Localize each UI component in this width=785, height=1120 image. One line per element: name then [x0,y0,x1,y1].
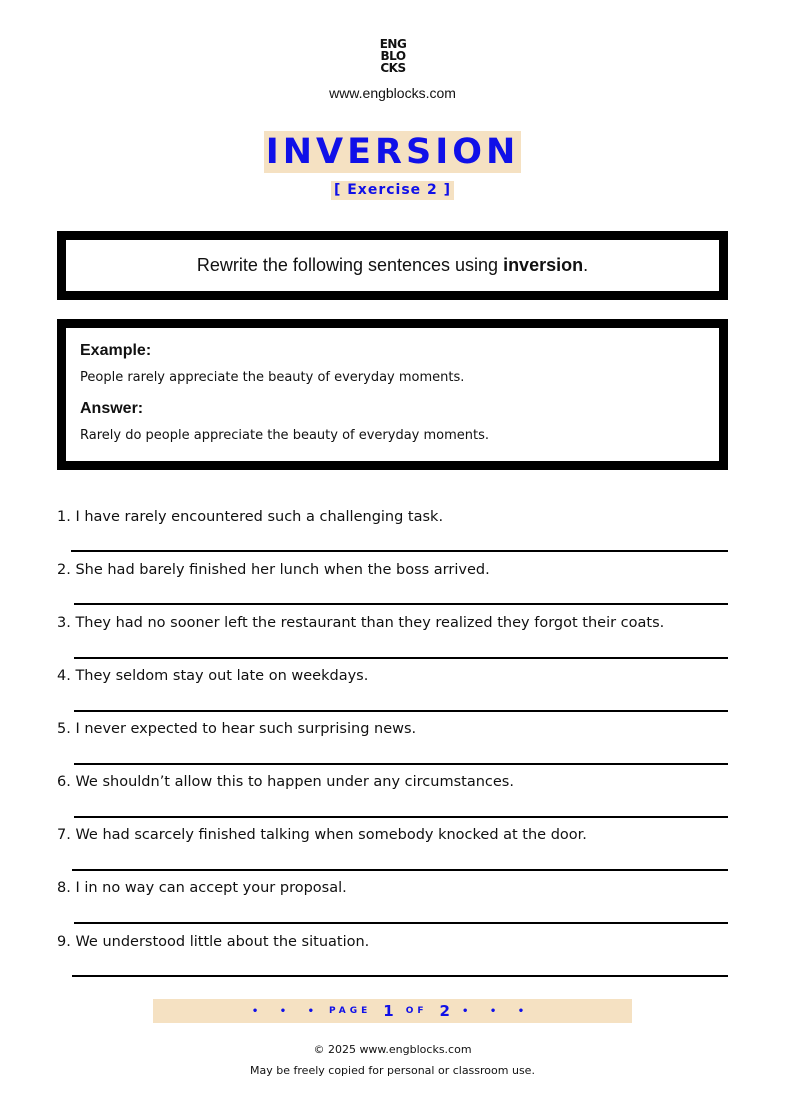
current-page: 1 [383,1002,394,1020]
example-box [57,319,728,470]
answer-sentence: Rarely do people appreciate the beauty of everyday moments. [80,428,490,443]
answer-line[interactable] [72,975,728,977]
question-text: 6. We shouldn’t allow this to happen under any circumstances. [57,774,514,790]
page-word: PAGE [329,1006,372,1016]
answer-label: Answer: [80,400,144,417]
answer-line[interactable] [74,710,728,712]
answer-line[interactable] [74,603,728,605]
pagination-dots: • • • [461,1005,534,1017]
question-text: 7. We had scarcely finished talking when somebody knocked at the door. [57,827,587,843]
logo-line: CKS [380,61,406,75]
instruction-box [57,231,728,300]
pagination-dots: • • • [251,1005,324,1017]
of-word: OF [405,1006,428,1016]
copyright: © 2025 www.engblocks.com [313,1043,472,1056]
question-text: 3. They had no sooner left the restaurant than they realized they forgot their coats. [57,615,665,631]
logo-line: BLO [380,49,406,63]
logo-line: ENG [379,37,407,51]
answer-line[interactable] [74,763,728,765]
question-item [57,934,728,950]
page-indicator [153,999,632,1023]
total-pages: 2 [439,1002,450,1020]
question-item [57,774,728,790]
worksheet-title: INVERSION [265,132,520,172]
engblocks-logo [377,38,409,74]
question-text: 4. They seldom stay out late on weekdays. [57,668,369,684]
answer-line[interactable] [72,869,728,871]
question-item [57,509,728,525]
question-item [57,562,728,578]
answer-line[interactable] [74,922,728,924]
instruction-keyword: inversion [503,255,584,275]
question-item [57,880,728,896]
question-item [57,721,728,737]
question-text: 5. I never expected to hear such surprising news. [57,721,417,737]
question-text: 1. I have rarely encountered such a challenging task. [57,509,444,525]
exercise-subtitle: [ Exercise 2 ] [331,181,454,200]
question-item [57,615,728,631]
example-sentence: People rarely appreciate the beauty of everyday moments. [80,370,465,385]
answer-line[interactable] [74,816,728,818]
question-item [57,668,728,684]
question-item [57,827,728,843]
answer-line[interactable] [71,550,728,552]
question-text: 8. I in no way can accept your proposal. [57,880,347,896]
answer-line[interactable] [74,657,728,659]
example-label: Example: [80,342,152,359]
instruction-text: Rewrite the following sentences using inversion. [196,255,589,275]
license-note: May be freely copied for personal or classroom use. [250,1064,535,1077]
question-text: 2. She had barely finished her lunch when the boss arrived. [57,562,490,578]
site-url: www.engblocks.com [329,85,456,101]
question-text: 9. We understood little about the situation. [57,934,370,950]
